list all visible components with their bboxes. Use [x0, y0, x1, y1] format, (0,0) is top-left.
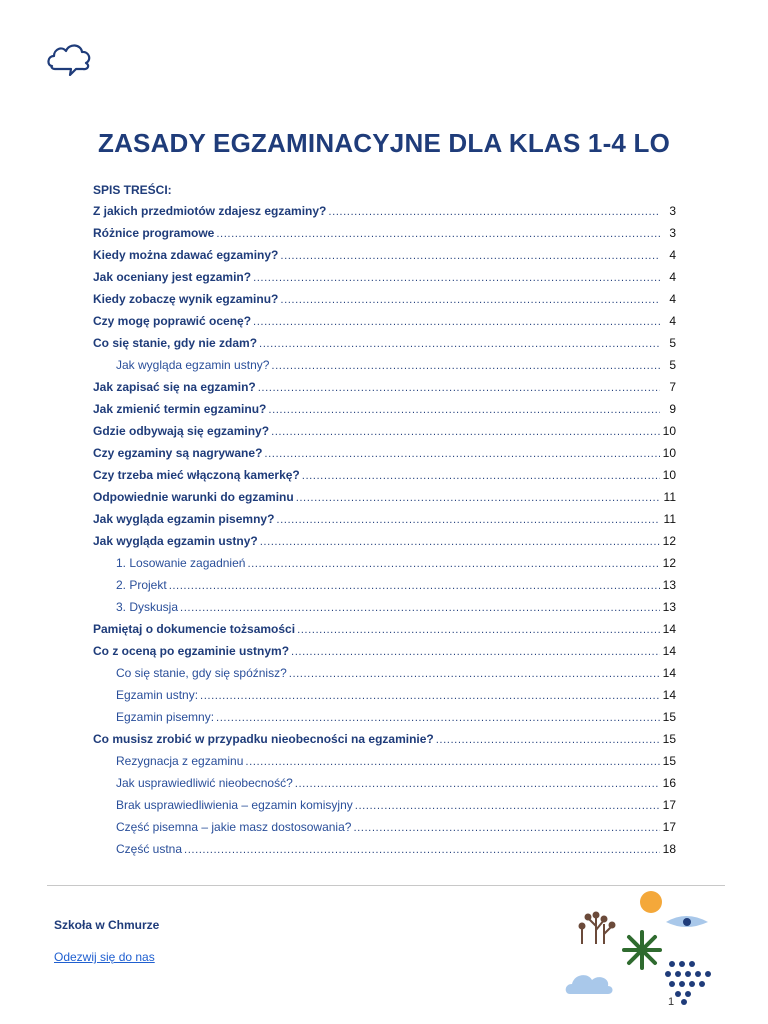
toc-entry[interactable]: [93, 358, 676, 380]
toc-entry[interactable]: [93, 490, 676, 512]
toc-entry-page: 11: [663, 490, 676, 504]
toc-entry[interactable]: [93, 732, 676, 754]
toc-dot-leader: [297, 625, 660, 636]
toc-entry[interactable]: [93, 292, 676, 314]
toc-entry[interactable]: [93, 644, 676, 666]
toc-dot-leader: [180, 603, 660, 614]
toc-entry-page: 13: [662, 600, 676, 614]
toc-entry[interactable]: [93, 512, 676, 534]
toc-entry-page: 14: [662, 644, 676, 658]
toc-entry[interactable]: [93, 380, 676, 402]
toc-entry-title[interactable]: Co się stanie, gdy się spóźnisz?: [116, 666, 287, 680]
toc-entry-title[interactable]: Część ustna: [116, 842, 183, 856]
toc-dot-leader: [259, 339, 660, 350]
toc-entry-title[interactable]: Co musisz zrobić w przypadku nieobecności na egzaminie?: [93, 732, 434, 746]
toc-entry-title[interactable]: Co z oceną po egzaminie ustnym?: [93, 644, 290, 658]
toc-entry-page: 4: [669, 248, 676, 262]
toc-dot-leader: [216, 229, 660, 240]
toc-dot-leader: [280, 251, 660, 262]
toc-entry-title[interactable]: 1. Losowanie zagadnień: [116, 556, 246, 570]
toc-dot-leader: [184, 845, 660, 856]
toc-entry-title[interactable]: Rezygnacja z egzaminu: [116, 754, 244, 768]
toc-entry-page: 9: [669, 402, 676, 416]
toc-entry-page: 11: [663, 512, 676, 526]
toc-dot-leader: [268, 405, 660, 416]
toc-dot-leader: [271, 427, 660, 438]
toc-entry-page: 14: [662, 688, 676, 702]
toc-dot-leader: [295, 779, 660, 790]
toc-entry[interactable]: [93, 622, 676, 644]
toc-entry[interactable]: [93, 424, 676, 446]
toc-entry[interactable]: [93, 468, 676, 490]
toc-dot-leader: [264, 449, 660, 460]
toc-dot-leader: [276, 515, 660, 526]
toc-entry[interactable]: [93, 248, 676, 270]
toc-entry[interactable]: [93, 534, 676, 556]
cloud-logo-icon: [46, 36, 94, 76]
toc-entry-title[interactable]: Egzamin ustny:: [116, 688, 199, 702]
toc-dot-leader: [302, 471, 660, 482]
toc-entry-page: 12: [662, 556, 676, 570]
toc-entry-page: 5: [669, 336, 676, 350]
toc-entry-page: 15: [662, 732, 676, 746]
toc-dot-leader: [247, 559, 660, 570]
toc-entry[interactable]: [93, 314, 676, 336]
small-cloud-shape: [566, 975, 613, 994]
footer-organization: Szkoła w Chmurze: [54, 918, 160, 932]
toc-entry-title[interactable]: Jak zapisać się na egzamin?: [93, 380, 256, 394]
toc-entry[interactable]: [93, 204, 676, 226]
toc-entry[interactable]: [93, 666, 676, 688]
toc-entry-page: 4: [669, 314, 676, 328]
toc-entry-title[interactable]: Kiedy można zdawać egzaminy?: [93, 248, 279, 262]
toc-entry[interactable]: [93, 688, 676, 710]
toc-entry-page: 7: [669, 380, 676, 394]
toc-entry[interactable]: [93, 842, 676, 864]
toc-entry-page: 18: [662, 842, 676, 856]
toc-dot-leader: [258, 383, 660, 394]
toc-entry-title[interactable]: Jak oceniany jest egzamin?: [93, 270, 252, 284]
page-number: 1: [668, 996, 675, 1008]
contact-link[interactable]: Odezwij się do nas: [54, 950, 155, 964]
toc-dot-leader: [253, 273, 660, 284]
toc-dot-leader: [296, 493, 660, 504]
toc-entry[interactable]: [93, 578, 676, 600]
table-of-contents: [93, 204, 676, 864]
toc-entry-title[interactable]: Różnice programowe: [93, 226, 215, 240]
toc-entry-title[interactable]: Egzamin pisemny:: [116, 710, 215, 724]
toc-entry-title[interactable]: Czy trzeba mieć włączoną kamerkę?: [93, 468, 300, 482]
toc-entry-page: 13: [662, 578, 676, 592]
toc-heading: SPIS TREŚCI:: [93, 183, 172, 197]
toc-entry-page: 10: [662, 446, 676, 460]
toc-dot-leader: [289, 669, 660, 680]
toc-dot-leader: [353, 823, 660, 834]
toc-entry[interactable]: [93, 600, 676, 622]
toc-entry-title[interactable]: Co się stanie, gdy nie zdam?: [93, 336, 258, 350]
toc-entry-title[interactable]: 2. Projekt: [116, 578, 167, 592]
toc-dot-leader: [245, 757, 660, 768]
toc-entry-title[interactable]: 3. Dyskusja: [116, 600, 179, 614]
toc-entry[interactable]: [93, 798, 676, 820]
toc-entry-page: 17: [662, 820, 676, 834]
toc-entry-title[interactable]: Część pisemna – jakie masz dostosowania?: [116, 820, 352, 834]
star-shape: [624, 932, 660, 968]
toc-entry-page: 3: [669, 226, 676, 240]
toc-entry-page: 15: [662, 754, 676, 768]
toc-entry-page: 17: [662, 798, 676, 812]
toc-dot-leader: [216, 713, 660, 724]
toc-dot-leader: [200, 691, 660, 702]
toc-entry-page: 15: [662, 710, 676, 724]
toc-entry-title[interactable]: Jak wygląda egzamin pisemny?: [93, 512, 275, 526]
toc-entry[interactable]: [93, 226, 676, 248]
toc-entry-title[interactable]: Kiedy zobaczę wynik egzaminu?: [93, 292, 279, 306]
toc-entry[interactable]: [93, 776, 676, 798]
toc-entry[interactable]: [93, 754, 676, 776]
toc-entry-page: 3: [669, 204, 676, 218]
toc-entry-page: 10: [662, 424, 676, 438]
toc-entry-page: 14: [662, 666, 676, 680]
toc-entry-page: 14: [662, 622, 676, 636]
toc-dot-leader: [291, 647, 660, 658]
toc-dot-leader: [436, 735, 660, 746]
toc-dot-leader: [271, 361, 660, 372]
toc-entry-title[interactable]: Jak usprawiedliwić nieobecność?: [116, 776, 293, 790]
toc-entry-title[interactable]: Jak wygląda egzamin ustny?: [93, 534, 258, 548]
toc-dot-leader: [355, 801, 660, 812]
toc-dot-leader: [280, 295, 660, 306]
toc-entry-title[interactable]: Jak wygląda egzamin ustny?: [116, 358, 270, 372]
toc-entry-page: 4: [669, 292, 676, 306]
toc-entry[interactable]: [93, 336, 676, 358]
toc-entry-title[interactable]: Gdzie odbywają się egzaminy?: [93, 424, 270, 438]
toc-entry-page: 16: [662, 776, 676, 790]
twig-shape: [580, 913, 615, 945]
toc-entry-page: 10: [662, 468, 676, 482]
document-title: ZASADY EGZAMINACYJNE DLA KLAS 1-4 LO: [97, 128, 671, 158]
decorative-illustration: [560, 886, 730, 1016]
toc-entry-title[interactable]: Czy egzaminy są nagrywane?: [93, 446, 263, 460]
toc-entry[interactable]: [93, 446, 676, 468]
toc-dot-leader: [253, 317, 660, 328]
toc-entry[interactable]: [93, 556, 676, 578]
sun-shape: [640, 891, 662, 913]
toc-entry[interactable]: [93, 402, 676, 424]
toc-dot-leader: [260, 537, 660, 548]
toc-entry-page: 5: [669, 358, 676, 372]
toc-entry-title[interactable]: Pamiętaj o dokumencie tożsamości: [93, 622, 296, 636]
toc-entry-title[interactable]: Czy mogę poprawić ocenę?: [93, 314, 252, 328]
toc-entry-title[interactable]: Z jakich przedmiotów zdajesz egzaminy?: [93, 204, 327, 218]
toc-dot-leader: [169, 581, 660, 592]
toc-entry-title[interactable]: Odpowiednie warunki do egzaminu: [93, 490, 294, 504]
toc-entry-page: 4: [669, 270, 676, 284]
toc-entry-title[interactable]: Brak usprawiedliwienia – egzamin komisyjny: [116, 798, 353, 812]
toc-dot-leader: [328, 207, 660, 218]
toc-entry[interactable]: [93, 270, 676, 292]
toc-entry-title[interactable]: Jak zmienić termin egzaminu?: [93, 402, 267, 416]
toc-entry[interactable]: [93, 710, 676, 732]
toc-entry[interactable]: [93, 820, 676, 842]
toc-entry-page: 12: [662, 534, 676, 548]
